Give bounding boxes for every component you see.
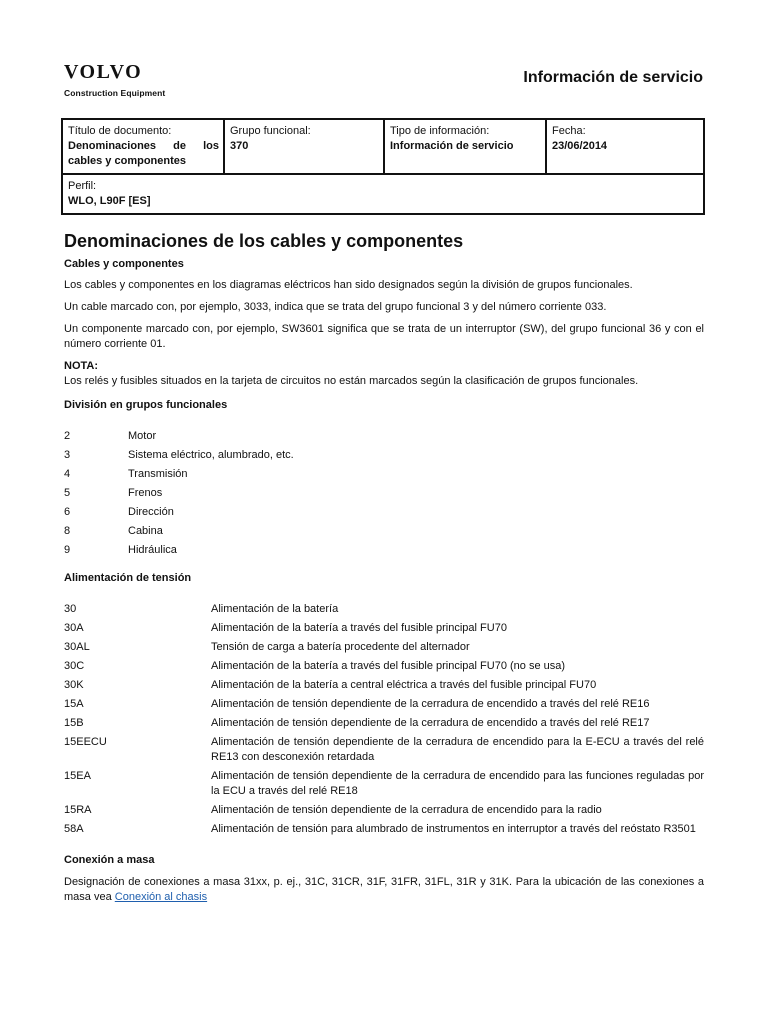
group-label: Grupo funcional:: [230, 125, 311, 137]
voltage-code: 30A: [64, 622, 84, 634]
group-name: Hidráulica: [128, 544, 177, 556]
brand-subtitle: Construction Equipment: [64, 88, 166, 98]
voltage-description: Alimentación de la batería: [211, 603, 339, 615]
profile-label: Perfil:: [68, 180, 97, 192]
voltage-row: [64, 621, 704, 640]
function-groups-table: [64, 429, 294, 562]
voltage-code: 15EA: [64, 770, 91, 782]
brand-wordmark: VOLVO: [64, 61, 143, 83]
paragraph-3: Un componente marcado con, por ejemplo, SW3601 significa que se trata de un interruptor (SW), del grupo funcional 36 y con el número corriente 01.: [64, 323, 704, 350]
voltage-heading: Alimentación de tensión: [64, 572, 192, 584]
groups-heading: División en grupos funcionales: [64, 399, 228, 411]
voltage-row: [64, 678, 704, 697]
voltage-row: [64, 716, 704, 735]
voltage-row: [64, 640, 704, 659]
voltage-description: Alimentación de tensión dependiente de la cerradura de encendido para la E-ECU a través del relé RE13 con desconexión retardada: [211, 736, 704, 763]
section-subheading: Cables y componentes: [64, 258, 184, 270]
date-value: 23/06/2014: [552, 140, 608, 152]
voltage-code: 58A: [64, 823, 84, 835]
group-code: 6: [64, 506, 71, 518]
voltage-row: [64, 735, 704, 769]
group-name: Cabina: [128, 525, 163, 537]
note-text: Los relés y fusibles situados en la tarjeta de circuitos no están marcados según la clasificación de grupos funcionales.: [64, 375, 639, 387]
page-title: Denominaciones de los cables y componentes: [64, 231, 464, 251]
document-body: [64, 229, 704, 905]
date-cell: [546, 119, 704, 174]
info-type-label: Tipo de información:: [390, 125, 490, 137]
group-code: 8: [64, 525, 71, 537]
voltage-code: 15EECU: [64, 736, 107, 748]
ground-heading: Conexión a masa: [64, 854, 155, 866]
group-code: 4: [64, 468, 71, 480]
service-info-title: Información de servicio: [523, 69, 703, 86]
info-type-value: Información de servicio: [390, 140, 514, 152]
voltage-row: [64, 769, 704, 803]
voltage-description: Alimentación de tensión dependiente de la cerradura de encendido a través del relé RE16: [211, 698, 650, 710]
voltage-row: [64, 803, 704, 822]
ground-paragraph: [64, 875, 704, 905]
group-name: Sistema eléctrico, alumbrado, etc.: [128, 449, 294, 461]
voltage-description: Alimentación de tensión dependiente de la cerradura de encendido a través del relé RE17: [211, 717, 650, 729]
group-code: 3: [64, 449, 71, 461]
voltage-code: 15A: [64, 698, 84, 710]
doc-title-label: Título de documento:: [68, 125, 172, 137]
voltage-supply-table: [64, 602, 704, 841]
group-name: Dirección: [128, 506, 174, 518]
paragraph-1: Los cables y componentes en los diagramas eléctricos han sido designados según la división de grupos funcionales.: [64, 279, 633, 291]
voltage-description: Alimentación de la batería a través del fusible principal FU70: [211, 622, 507, 634]
voltage-code: 30C: [64, 660, 85, 672]
voltage-code: 15B: [64, 717, 84, 729]
doc-title-value: Denominaciones de los cables y componentes: [68, 140, 219, 167]
voltage-description: Alimentación de la batería a central eléctrica a través del fusible principal FU70: [211, 679, 597, 691]
profile-cell: [62, 174, 704, 214]
volvo-logo: [64, 62, 165, 98]
voltage-description: Alimentación de tensión para alumbrado de instrumentos en interruptor a través del reóstato R3501: [211, 823, 696, 835]
group-name: Frenos: [128, 487, 163, 499]
voltage-row: [64, 659, 704, 678]
date-label: Fecha:: [552, 125, 586, 137]
group-code: 5: [64, 487, 71, 499]
group-row: [64, 505, 294, 524]
group-value: 370: [230, 140, 249, 152]
voltage-code: 15RA: [64, 804, 92, 816]
group-row: [64, 467, 294, 486]
voltage-code: 30K: [64, 679, 84, 691]
voltage-description: Alimentación de tensión dependiente de la cerradura de encendido para la radio: [211, 804, 602, 816]
ground-text: Designación de conexiones a masa 31xx, p. ej., 31C, 31CR, 31F, 31FR, 31FL, 31R y 31K. Para la ubicación de las conexiones a masa vea: [64, 876, 704, 903]
group-row: [64, 486, 294, 505]
voltage-row: [64, 822, 704, 841]
profile-value: WLO, L90F [ES]: [68, 195, 151, 207]
voltage-description: Tensión de carga a batería procedente del alternador: [211, 641, 470, 653]
voltage-description: Alimentación de tensión dependiente de la cerradura de encendido para las funciones reguladas por la ECU a través del relé RE18: [211, 770, 704, 797]
group-row: [64, 543, 294, 562]
group-code: 2: [64, 430, 71, 442]
group-cell: [224, 119, 384, 174]
paragraph-2: Un cable marcado con, por ejemplo, 3033, indica que se trata del grupo funcional 3 y del número corriente 033.: [64, 301, 607, 313]
group-name: Motor: [128, 430, 157, 442]
chassis-connection-link[interactable]: Conexión al chasis: [114, 891, 208, 903]
voltage-code: 30AL: [64, 641, 90, 653]
group-row: [64, 524, 294, 543]
group-row: [64, 429, 294, 448]
group-row: [64, 448, 294, 467]
voltage-code: 30: [64, 603, 77, 615]
voltage-row: [64, 697, 704, 716]
note-label: NOTA:: [64, 360, 99, 372]
document-info-table: [61, 118, 705, 215]
doc-title-cell: [62, 119, 224, 174]
group-code: 9: [64, 544, 71, 556]
info-type-cell: [384, 119, 546, 174]
voltage-description: Alimentación de la batería a través del fusible principal FU70 (no se usa): [211, 660, 566, 672]
group-name: Transmisión: [128, 468, 188, 480]
voltage-row: [64, 602, 704, 621]
